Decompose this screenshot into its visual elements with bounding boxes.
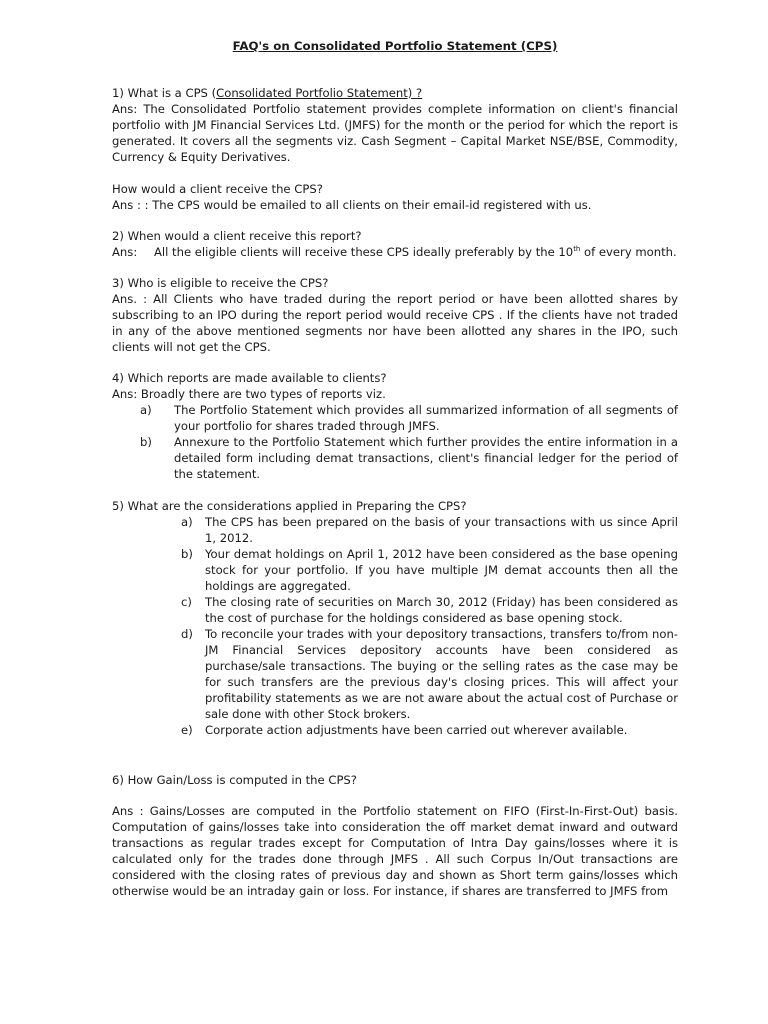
faq-1b-question: How would a client receive the CPS? [112,182,323,196]
faq-4-intro: Ans: Broadly there are two types of reports viz. [112,387,386,401]
list-item-text: The Portfolio Statement which provides all summarized information of all segments of your portfolio for shares traded through JMFS. [174,403,678,433]
faq-2-answer-text-end: of every month. [580,245,677,259]
list-item [112,434,678,482]
faq-1b [112,181,678,213]
list-item-text: Annexure to the Portfolio Statement which further provides the entire information in a detailed form including demat transactions, client's financial ledger for the period of the statement. [174,435,678,481]
faq-6-question: 6) How Gain/Loss is computed in the CPS? [112,773,357,787]
list-item [112,546,678,594]
faq-1 [112,85,678,165]
list-marker: b) [181,547,193,561]
list-item [112,626,678,722]
faq-1-question-text: 1) What is a CPS ( [112,86,217,100]
faq-3-answer: Ans. : All Clients who have traded during the report period or have been allotted shares by subscribing to an IPO during the report period would receive CPS . If the clients have not traded in any of the above mentioned segments nor have been allotted any shares in the IPO, such clients will not get the CPS. [112,292,678,354]
faq-5 [112,498,678,738]
page-title: FAQ's on Consolidated Portfolio Statement (CPS) [232,39,558,53]
list-marker: a) [140,403,152,417]
faq-2-answer-text: All the eligible clients will receive these CPS ideally preferably by the 10 [154,245,574,259]
list-marker: d) [181,627,193,641]
faq-2-answer-label: Ans: [112,245,138,259]
faq-5-question: 5) What are the considerations applied in Preparing the CPS? [112,499,467,513]
faq-1-answer: Ans: The Consolidated Portfolio statement provides complete information on client's financial portfolio with JM Financial Services Ltd. (JMFS) for the month or the period for which the report is generated. It covers all the segments viz. Cash Segment – Capital Market NSE/BSE, Commodity, Currency & Equity Derivatives. [112,102,678,164]
faq-6 [112,772,678,899]
list-item [112,514,678,546]
list-item-text: The CPS has been prepared on the basis of your transactions with us since April 1, 2012. [205,515,678,545]
faq-2-superscript: th [573,245,581,253]
list-item [112,402,678,434]
list-marker: b) [140,435,152,449]
list-item-text: Corporate action adjustments have been carried out wherever available. [205,723,628,737]
faq-1b-answer: Ans : : The CPS would be emailed to all clients on their email-id registered with us. [112,198,592,212]
faq-4 [112,370,678,482]
list-item-text: To reconcile your trades with your depository transactions, transfers to/from non-JM Financial Services depository accounts have been considered as purchase/sale transactions. The buying or the selling rates as the case may be for such transfers are the previous day's closing prices. This will affect your profitability statements as we are not aware about the actual cost of Purchase or sale done with other Stock brokers. [205,627,678,721]
list-item-text: The closing rate of securities on March 30, 2012 (Friday) has been considered as the cost of purchase for the holdings considered as base opening stock. [205,595,678,625]
list-marker: a) [181,515,193,529]
document-page [112,38,678,899]
faq-3 [112,275,678,355]
list-marker: e) [181,723,193,737]
list-item [112,594,678,626]
list-item [112,722,678,738]
faq-2-question: 2) When would a client receive this report? [112,229,362,243]
faq-5-list [112,514,678,738]
faq-1-question-underlined: Consolidated Portfolio Statement) ? [216,86,423,100]
faq-1-question [112,85,678,101]
faq-2-answer [112,244,678,260]
faq-4-question: 4) Which reports are made available to clients? [112,371,387,385]
faq-3-question: 3) Who is eligible to receive the CPS? [112,276,329,290]
list-marker: c) [181,595,192,609]
list-item-text: Your demat holdings on April 1, 2012 have been considered as the base opening stock for your portfolio. If you have multiple JM demat accounts then all the holdings are aggregated. [205,547,678,593]
faq-2 [112,228,678,260]
faq-6-answer: Ans : Gains/Losses are computed in the Portfolio statement on FIFO (First-In-First-Out) basis. Computation of gains/losses take into consideration the off market demat inward and outward transactions as regular trades except for Computation of Intra Day gains/losses where it is calculated only for the trades done through JMFS . All such Corpus In/Out transactions are considered with the closing rates of previous day and shown as Short term gains/losses which otherwise would be an intraday gain or loss. For instance, if shares are transferred to JMFS from [112,804,678,898]
faq-4-list [112,402,678,482]
